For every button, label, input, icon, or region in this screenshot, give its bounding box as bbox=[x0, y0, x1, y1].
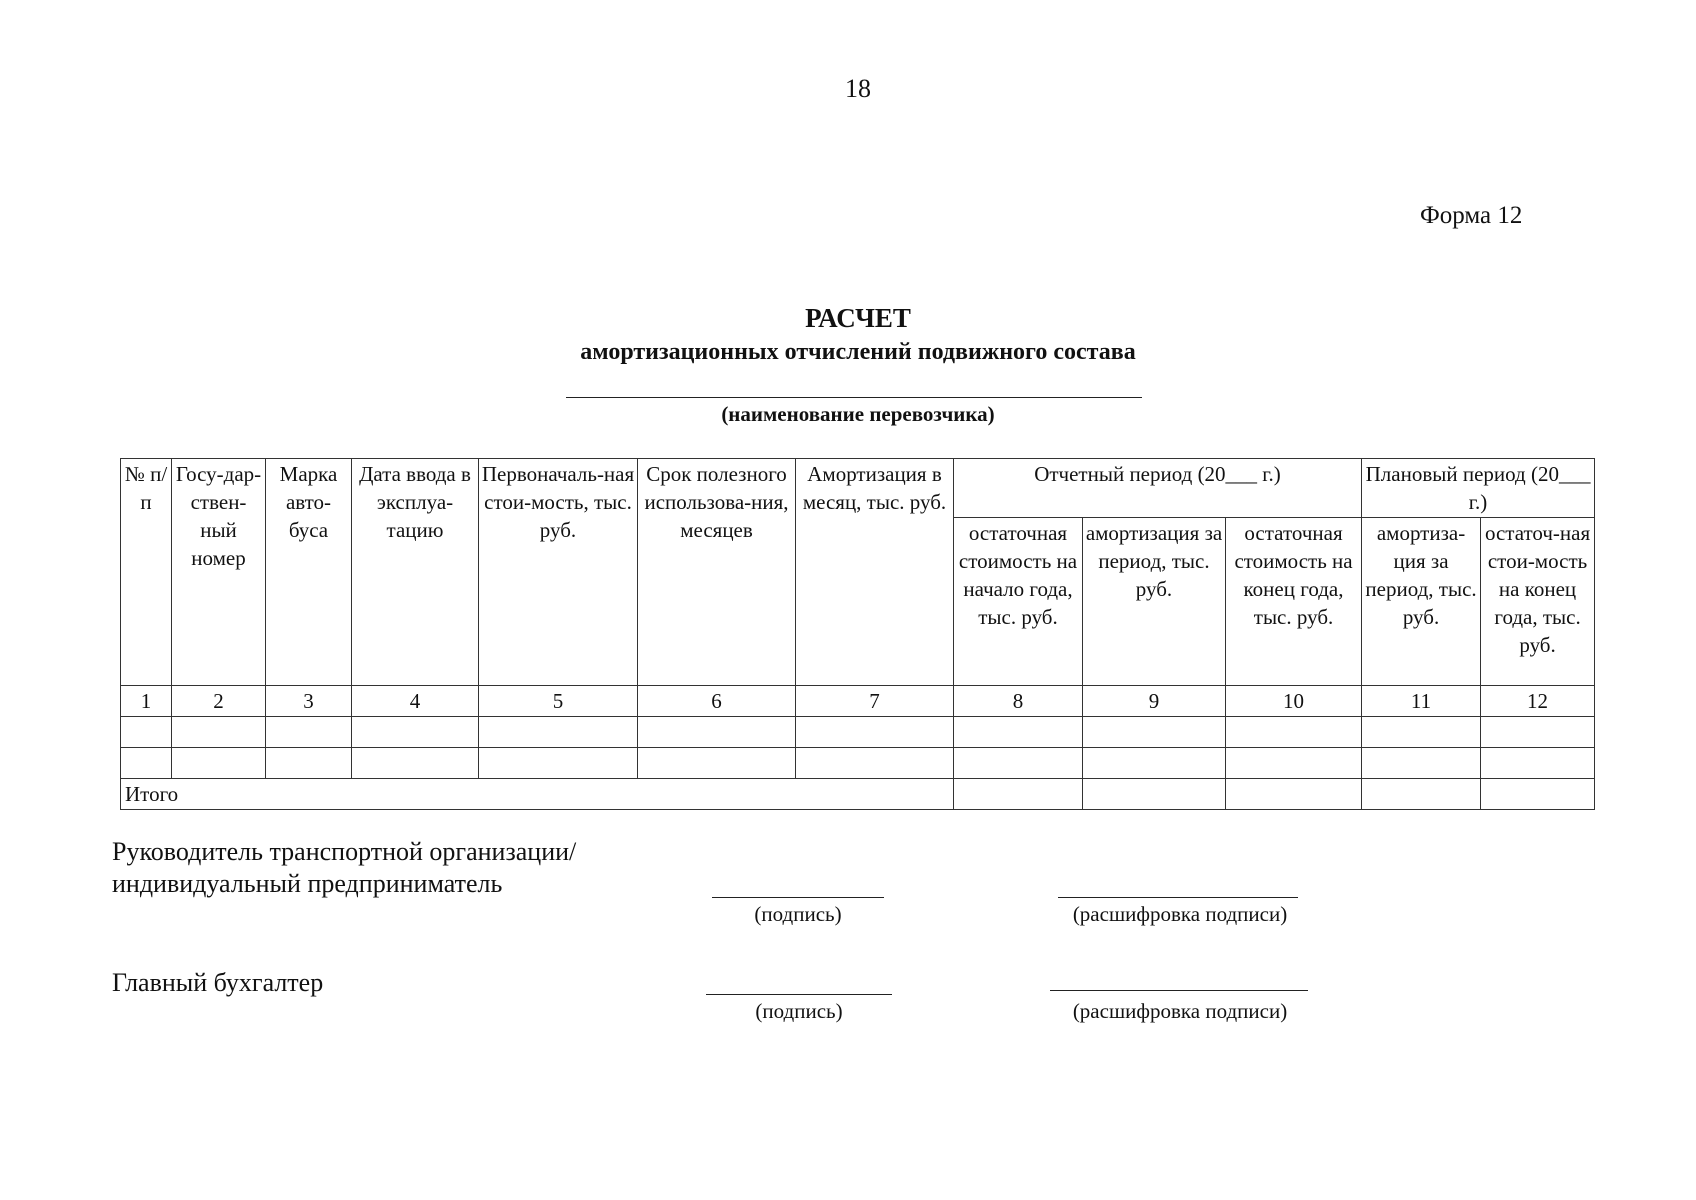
total-cell bbox=[1481, 779, 1595, 810]
empty-cell bbox=[352, 717, 479, 748]
form-label: Форма 12 bbox=[1420, 202, 1523, 229]
column-number: 2 bbox=[172, 686, 266, 717]
column-number: 8 bbox=[954, 686, 1083, 717]
depreciation-table bbox=[120, 458, 1595, 810]
carrier-name-line bbox=[566, 397, 1142, 398]
empty-cell bbox=[352, 748, 479, 779]
chief-signature-line bbox=[706, 994, 892, 995]
empty-cell bbox=[172, 748, 266, 779]
column-number: 12 bbox=[1481, 686, 1595, 717]
header-commissioning-date: Дата ввода в эксплуа-тацию bbox=[352, 459, 479, 686]
header-planned-period: Плановый период (20___ г.) bbox=[1362, 459, 1595, 518]
header-useful-life: Срок полезного использова-ния, месяцев bbox=[638, 459, 796, 686]
head-signature-decode-caption: (расшифровка подписи) bbox=[1072, 902, 1288, 926]
total-label: Итого bbox=[121, 779, 954, 810]
header-row-number: № п/п bbox=[121, 459, 172, 686]
chief-signature-decode-caption: (расшифровка подписи) bbox=[1072, 999, 1288, 1023]
empty-cell bbox=[479, 748, 638, 779]
header-planned-depreciation: амортиза-ция за период, тыс. руб. bbox=[1362, 518, 1481, 686]
column-number: 10 bbox=[1226, 686, 1362, 717]
empty-cell bbox=[121, 717, 172, 748]
chief-accountant-label: Главный бухгалтер bbox=[112, 968, 324, 997]
empty-cell bbox=[638, 748, 796, 779]
column-number: 9 bbox=[1083, 686, 1226, 717]
document-title: РАСЧЕТ bbox=[805, 303, 911, 333]
head-signature-decode-line bbox=[1058, 897, 1298, 898]
empty-cell bbox=[266, 748, 352, 779]
empty-cell bbox=[1362, 717, 1481, 748]
header-residual-end: остаточная стоимость на конец года, тыс. руб. bbox=[1226, 518, 1362, 686]
empty-cell bbox=[1362, 748, 1481, 779]
total-cell bbox=[1362, 779, 1481, 810]
head-signature-caption: (подпись) bbox=[754, 902, 842, 926]
column-number: 4 bbox=[352, 686, 479, 717]
head-of-organization-label: Руководитель транспортной организации/ bbox=[112, 837, 577, 866]
empty-cell bbox=[1083, 717, 1226, 748]
carrier-name-caption: (наименование перевозчика) bbox=[721, 402, 995, 426]
column-number: 11 bbox=[1362, 686, 1481, 717]
total-cell bbox=[1083, 779, 1226, 810]
empty-cell bbox=[1226, 717, 1362, 748]
empty-cell bbox=[121, 748, 172, 779]
depreciation-table-container bbox=[120, 458, 1594, 810]
chief-signature-decode-line bbox=[1050, 990, 1308, 991]
chief-signature-caption: (подпись) bbox=[755, 999, 843, 1023]
head-signature-line bbox=[712, 897, 884, 898]
empty-cell bbox=[1481, 717, 1595, 748]
empty-cell bbox=[1226, 748, 1362, 779]
column-number-row bbox=[121, 686, 1595, 717]
page-number: 18 bbox=[845, 74, 871, 103]
empty-cell bbox=[796, 717, 954, 748]
header-row-top bbox=[121, 459, 1595, 518]
total-cell bbox=[1226, 779, 1362, 810]
header-bus-brand: Марка авто-буса bbox=[266, 459, 352, 686]
empty-cell bbox=[954, 717, 1083, 748]
empty-cell bbox=[172, 717, 266, 748]
header-state-number: Госу-дар-ствен-ный номер bbox=[172, 459, 266, 686]
column-number: 5 bbox=[479, 686, 638, 717]
header-residual-start: остаточная стоимость на начало года, тыс. руб. bbox=[954, 518, 1083, 686]
empty-cell bbox=[954, 748, 1083, 779]
column-number: 6 bbox=[638, 686, 796, 717]
column-number: 3 bbox=[266, 686, 352, 717]
total-row bbox=[121, 779, 1595, 810]
total-cell bbox=[954, 779, 1083, 810]
header-reporting-period: Отчетный период (20___ г.) bbox=[954, 459, 1362, 518]
empty-cell bbox=[1083, 748, 1226, 779]
header-depreciation-period: амортизация за период, тыс. руб. bbox=[1083, 518, 1226, 686]
empty-cell bbox=[1481, 748, 1595, 779]
empty-cell bbox=[266, 717, 352, 748]
empty-cell bbox=[479, 717, 638, 748]
header-monthly-depreciation: Амортизация в месяц, тыс. руб. bbox=[796, 459, 954, 686]
entrepreneur-label: индивидуальный предприниматель bbox=[112, 869, 503, 898]
empty-data-row bbox=[121, 717, 1595, 748]
header-planned-residual-end: остаточ-ная стои-мость на конец года, тыс. руб. bbox=[1481, 518, 1595, 686]
header-initial-cost: Первоначаль-ная стои-мость, тыс. руб. bbox=[479, 459, 638, 686]
empty-cell bbox=[638, 717, 796, 748]
empty-cell bbox=[796, 748, 954, 779]
column-number: 7 bbox=[796, 686, 954, 717]
document-subtitle: амортизационных отчислений подвижного состава bbox=[580, 339, 1136, 365]
column-number: 1 bbox=[121, 686, 172, 717]
empty-data-row bbox=[121, 748, 1595, 779]
